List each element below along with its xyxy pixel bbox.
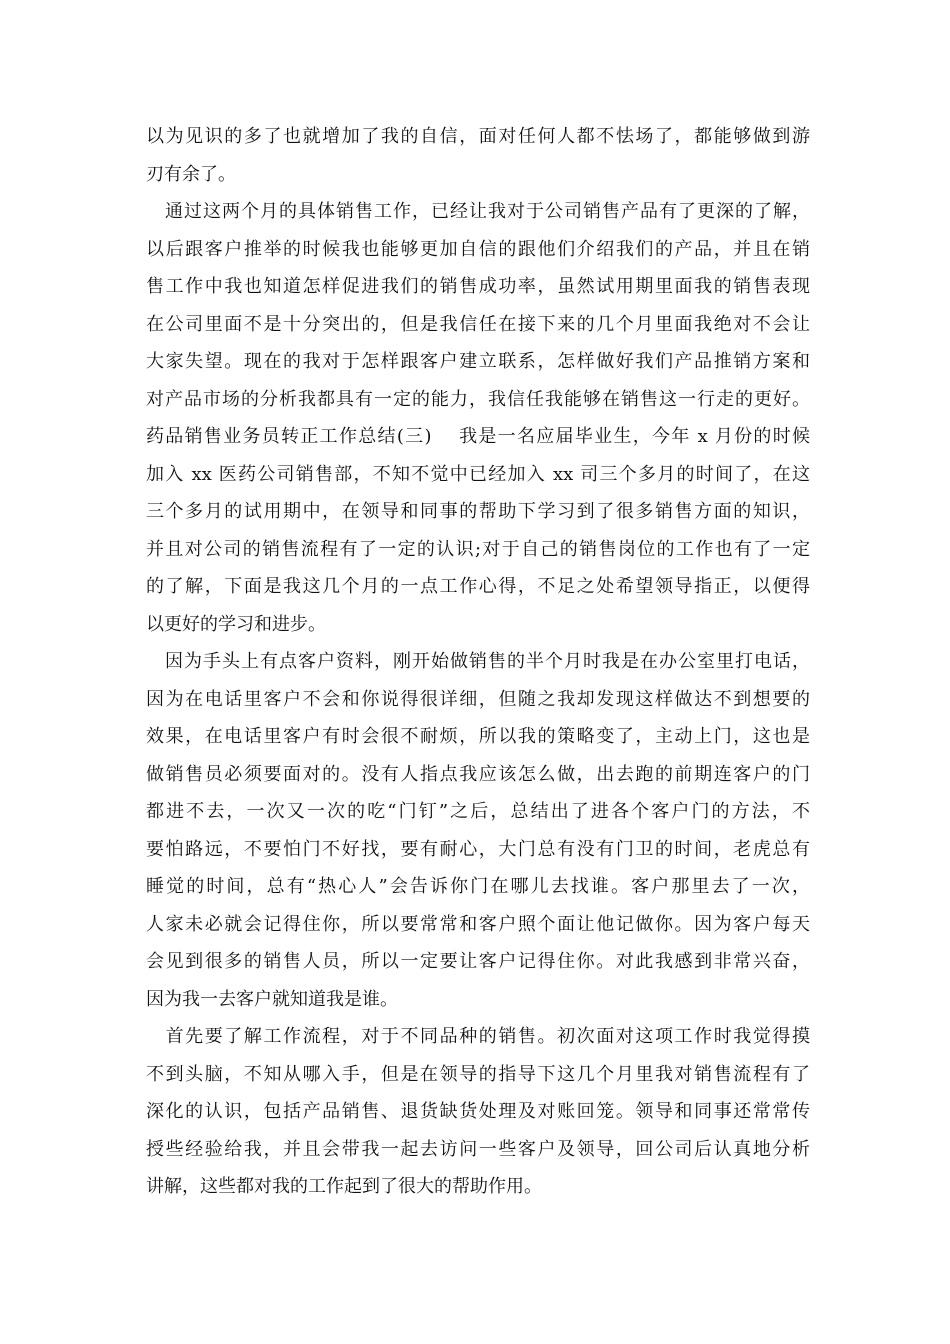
text-line: 深化的认识，包括产品销售、退货缺货处理及对账回笼。领导和同事还常常传	[146, 1101, 810, 1122]
text-line: 并且对公司的销售流程有了一定的认识;对于自己的销售岗位的工作也有了一定	[146, 538, 810, 560]
text-line: 都进不去，一次又一次的吃“门钉”之后，总结出了进各个客户门的方法，不	[146, 801, 810, 822]
text-line: 以后跟客户推举的时候我也能够更加自信的跟他们介绍我们的产品，并且在销	[146, 238, 810, 260]
text-line: 的了解，下面是我这几个月的一点工作心得，不足之处希望领导指正，以便得	[146, 576, 810, 597]
text-line: 因为手头上有点客户资料，刚开始做销售的半个月时我是在办公室里打电话，	[146, 651, 810, 672]
text-line: 对产品市场的分析我都具有一定的能力，我信任我能够在销售这一行走的更好。	[146, 388, 810, 410]
text-line: 在公司里面不是十分突出的，但是我信任在接下来的几个月里面我绝对不会让	[146, 313, 810, 335]
text-line: 因为我一去客户就知道我是谁。	[146, 988, 398, 1010]
text-line: 效果，在电话里客户有时会很不耐烦，所以我的策略变了，主动上门，这也是	[146, 726, 810, 747]
text-line: 三个多月的试用期中，在领导和同事的帮助下学习到了很多销售方面的知识，	[146, 501, 810, 522]
text-line: 以为见识的多了也就增加了我的自信，面对任何人都不怯场了，都能够做到游	[146, 126, 810, 147]
text-line: 首先要了解工作流程，对于不同品种的销售。初次面对这项工作时我觉得摸	[146, 1026, 810, 1047]
text-line: 因为在电话里客户不会和你说得很详细，但随之我却发现这样做达不到想要的	[146, 688, 810, 710]
text-line: 会见到很多的销售人员，所以一定要让客户记得住你。对此我感到非常兴奋，	[146, 951, 810, 972]
text-line: 授些经验给我，并且会带我一起去访问一些客户及领导，回公司后认真地分析	[146, 1138, 810, 1160]
text-line: 讲解，这些都对我的工作起到了很大的帮助作用。	[146, 1176, 542, 1197]
text-line: 通过这两个月的具体销售工作，已经让我对于公司销售产品有了更深的了解，	[146, 201, 810, 222]
document-body	[146, 118, 810, 1206]
text-line: 要怕路远，不要怕门不好找，要有耐心，大门总有没有门卫的时间，老虎总有	[146, 838, 810, 860]
text-line: 做销售员必须要面对的。没有人指点我应该怎么做，出去跑的前期连客户的门	[146, 763, 810, 785]
text-line: 人家未必就会记得住你，所以要常常和客户照个面让他记做你。因为客户每天	[146, 913, 810, 935]
text-line: 加入 xx 医药公司销售部，不知不觉中已经加入 xx 司三个多月的时间了，在这	[146, 463, 810, 485]
text-line: 以更好的学习和进步。	[146, 613, 326, 635]
text-line: 药品销售业务员转正工作总结(三) 我是一名应届毕业生，今年 x 月份的时候	[146, 426, 810, 447]
text-line: 睡觉的时间，总有“热心人”会告诉你门在哪儿去找谁。客户那里去了一次，	[146, 876, 810, 897]
text-line: 售工作中我也知道怎样促进我们的销售成功率，虽然试用期里面我的销售表现	[146, 276, 810, 297]
text-line: 大家失望。现在的我对于怎样跟客户建立联系，怎样做好我们产品推销方案和	[146, 351, 810, 372]
text-line: 不到头脑，不知从哪入手，但是在领导的指导下这几个月里我对销售流程有了	[146, 1063, 810, 1085]
text-line: 刃有余了。	[146, 163, 236, 185]
